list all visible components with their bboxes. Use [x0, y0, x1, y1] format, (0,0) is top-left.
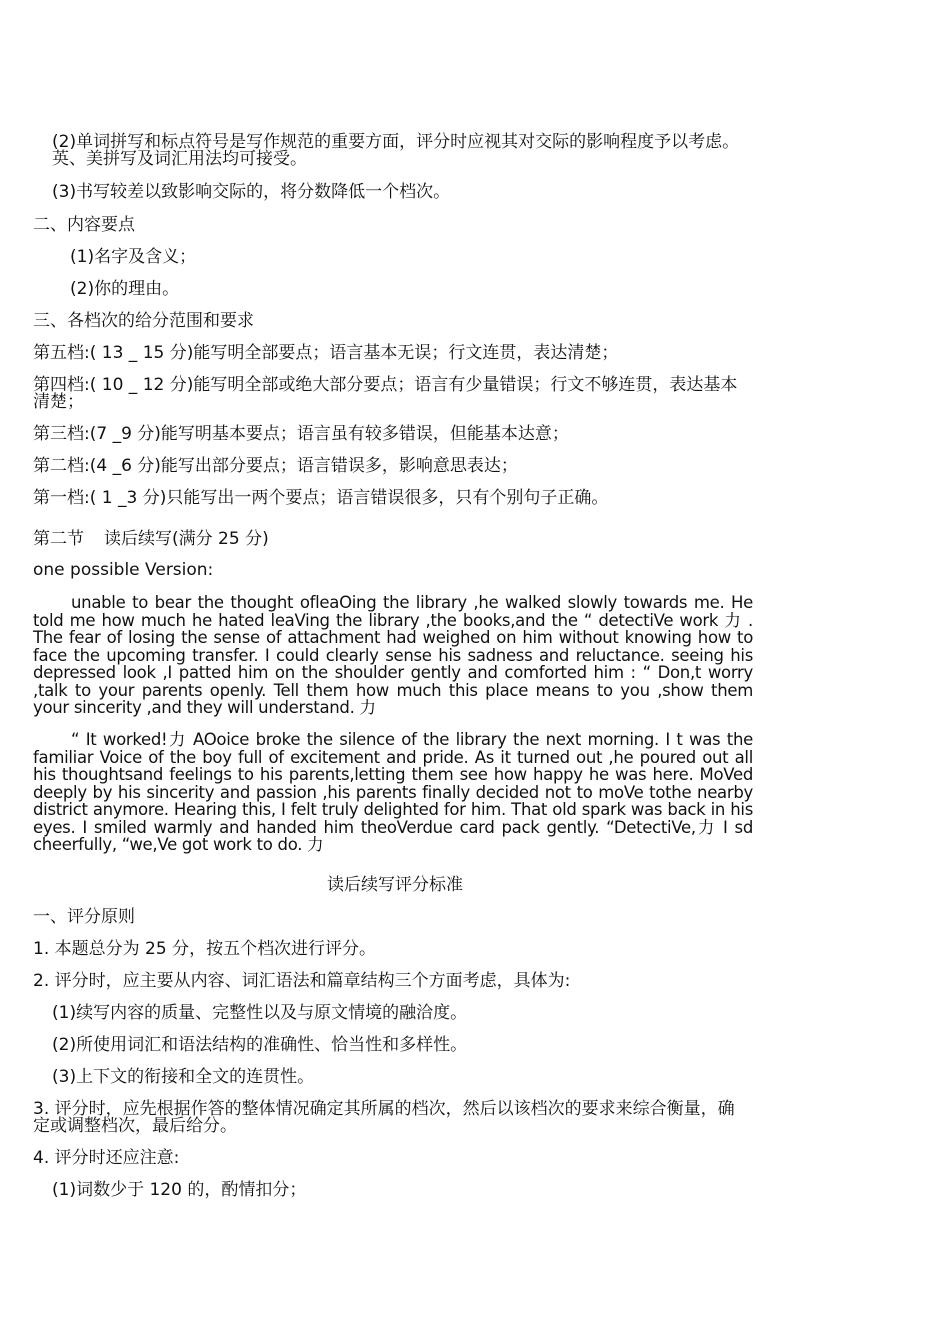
section-2-title [33, 531, 269, 548]
levels-heading: 三、各档次的给分范围和要求 [33, 311, 254, 331]
sample-paragraph-2 [33, 731, 753, 854]
sample-paragraph-1-text: unable to bear the thought ofleaOing the library ,he walked slowly towards me. He told me how much he hated leaVing the library ,the books,and the “ detectiVe work 力 . The fear of losing the sense of attachment had weighed on him without knowing how to face the upcoming transfer. I could clearly sense his sadness and reluctance. seeing his depressed look ,I patted him on the shoulder gently and comforted him : “ Don,t worry ,talk to your parents openly. Tell them how much this place means to you ,show them your sincerity ,and they will understand. 力 [33, 593, 753, 717]
standard-item-2: 2. 评分时，应主要从内容、词汇语法和篇章结构三个方面考虑，具体为: [33, 971, 571, 991]
standard-item-4: 4. 评分时还应注意: [33, 1148, 180, 1168]
standard-item-1: 1. 本题总分为 25 分，按五个档次进行评分。 [33, 939, 377, 959]
standard-item-3: 3. 评分时，应先根据作答的整体情况确定其所属的档次，然后以该档次的要求来综合衡量，确定或调整档次，最后给分。 [33, 1099, 735, 1136]
level-1: 第一档:( 1 _3 分)只能写出一两个要点；语言错误很多，只有个别句子正确。 [33, 488, 609, 508]
sample-paragraph-1 [33, 594, 753, 717]
version-label: one possible Version: [33, 560, 214, 580]
rule-3-handwriting: (3)书写较差以致影响交际的，将分数降低一个档次。 [52, 182, 451, 202]
content-points-heading: 二、内容要点 [33, 215, 135, 235]
standard-title: 读后续写评分标准 [327, 875, 463, 895]
standard-sub-2: (2)所使用词汇和语法结构的准确性、恰当性和多样性。 [52, 1035, 468, 1055]
section-2-name: 读后续写(满分 25 分) [104, 529, 269, 549]
standard-sub-3: (3)上下文的衔接和全文的连贯性。 [52, 1067, 315, 1087]
section-2-label: 第二节 [33, 529, 84, 549]
standard-sub-1: (1)续写内容的质量、完整性以及与原文情境的融洽度。 [52, 1003, 468, 1023]
standard-note-1: (1)词数少于 120 的，酌情扣分； [52, 1180, 307, 1200]
level-2: 第二档:(4 _6 分)能写出部分要点；语言错误多，影响意思表达； [33, 456, 518, 476]
content-point-2: (2)你的理由。 [70, 279, 180, 299]
content-point-1: (1)名字及含义； [70, 247, 197, 267]
level-4: 第四档:( 10 _ 12 分)能写明全部或绝大部分要点；语言有少量错误；行文不够连贯，表达基本清楚； [33, 375, 738, 412]
principle-heading: 一、评分原则 [33, 907, 135, 927]
level-3: 第三档:(7 _9 分)能写明基本要点；语言虽有较多错误，但能基本达意； [33, 424, 569, 444]
rule-2-spelling-punctuation: (2)单词拼写和标点符号是写作规范的重要方面，评分时应视其对交际的影响程度予以考虑。英、美拼写及词汇用法均可接受。 [52, 132, 740, 169]
level-5: 第五档:( 13 _ 15 分)能写明全部要点；语言基本无误；行文连贯，表达清楚； [33, 343, 619, 363]
sample-paragraph-2-text: “ It worked!力 AOoice broke the silence of the library the next morning. I t was the familiar Voice of the boy full of excitement and pride. As it turned out ,he poured out all his thoughtsand feelings to his parents,letting them see how happy he was here. MoVed deeply by his sincerity and passion ,his parents finally decided not to moVe tothe nearby district anymore. Hearing this, I felt truly delighted for him. That old spark was back in his eyes. I smiled warmly and handed him theoVerdue card pack gently. “DetectiVe,力 I sd cheerfully, “we,Ve got work to do. 力 [33, 730, 753, 854]
